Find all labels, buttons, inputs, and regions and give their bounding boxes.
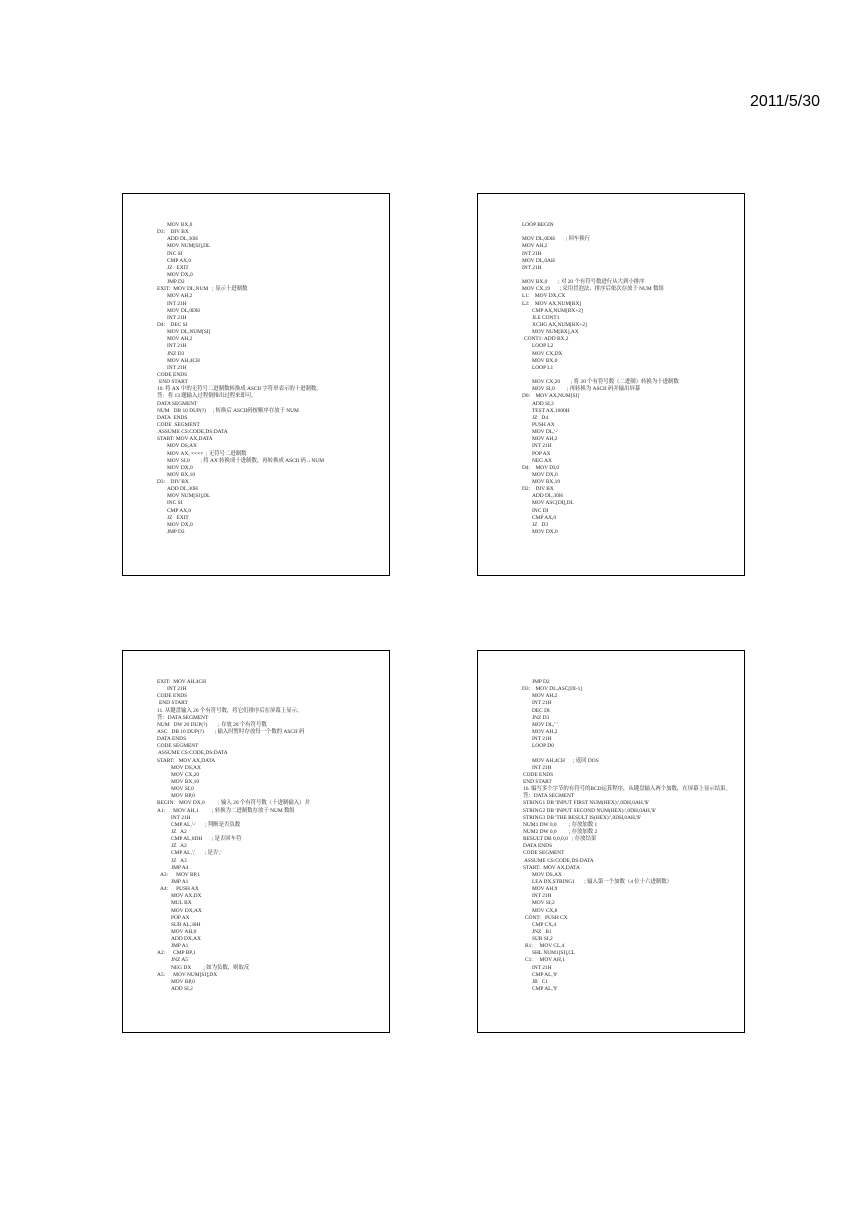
code-line: INT 21H — [532, 443, 552, 450]
code-listing — [123, 651, 389, 1032]
code-line: MOV DL,0DH — [167, 307, 200, 314]
code-line: CODE SEGMENT — [157, 421, 200, 428]
code-line: ADD SI,2 — [532, 400, 554, 407]
code-line: END START — [523, 778, 552, 785]
code-line: JMP D2 — [167, 529, 185, 536]
code-line: MOV BX,10 — [167, 471, 196, 478]
code-line: SUB AL,30H — [171, 921, 201, 928]
code-line: CMP AX,0 — [167, 507, 192, 514]
code-line: MOV AH,4CH ; 返回 DOS — [532, 757, 599, 764]
code-listing — [123, 194, 389, 575]
code-line: BEGIN: MOV DX,0 ; 输入 20 个有符号数（十进制输入）并 — [157, 800, 310, 807]
code-line: MOV CX,DX — [532, 350, 563, 357]
code-line: MOV ASC[DI],DL — [532, 500, 574, 507]
code-line: MOV DL,0DH ; 回车换行 — [522, 236, 591, 243]
code-listing — [478, 194, 744, 575]
code-line: DATA ENDS — [157, 736, 187, 743]
code-line: CMP CX,4 — [532, 921, 557, 928]
code-line: LOOP BEGIN — [522, 222, 554, 228]
code-line: MOV DX,0 — [167, 271, 193, 278]
slide-panel-4 — [477, 650, 745, 1033]
code-line: INT 21H — [167, 343, 187, 350]
code-line: INC DI — [532, 507, 549, 514]
code-line: INT 21H — [532, 700, 552, 707]
code-line: ADD DL,30H — [532, 493, 563, 500]
code-line: 答：DATA SEGMENT — [523, 793, 575, 800]
code-line: START: MOV AX,DATA — [157, 436, 213, 443]
code-line: START: MOV AX,DATA — [157, 757, 216, 764]
code-line: MOV AH,9 — [532, 886, 558, 893]
code-line: DATA ENDS — [523, 843, 553, 850]
code-line: D0: MOV AX,NUM[SI] — [522, 393, 580, 400]
code-line: D3: DIV BX — [157, 479, 189, 486]
code-line: MOV DS,AX — [532, 871, 562, 878]
code-line: ASSUME CS:CODE,DS:DATA — [524, 857, 594, 864]
code-line: CODE SEGMENT — [157, 743, 199, 750]
code-line: CONT: PUSH CX — [525, 914, 568, 921]
code-line — [478, 229, 734, 236]
code-line: EXIT: MOV AH,4CH — [157, 679, 207, 685]
code-line: CODE SEGMENT — [523, 850, 565, 857]
code-line: NUM DB 10 DUP(?) ; 转换后 ASCII码按顺序存放于 NUM — [157, 407, 299, 414]
code-line: A1: MOV AH,1 ; 转换为二进制数存放于 NUM 数组 — [157, 807, 295, 814]
code-line: LOOP D0 — [532, 743, 554, 750]
code-line: 10. 将 AX 中的无符号二进制数转换成 ASCII 字符串表示的十进制数。 — [157, 386, 322, 393]
code-line: CMP AL,'9' — [532, 986, 558, 993]
code-line: SHL NUM1[SI],CL — [532, 950, 576, 957]
code-line: MOV DL,NUM[SI] — [167, 329, 211, 336]
code-line: MOV AX, ×××× ; 无符号二进制数 — [167, 450, 247, 457]
code-line: PUSH AX — [532, 421, 555, 428]
code-line: 答：DATA SEGMENT — [157, 714, 209, 721]
code-line: CODE ENDS — [157, 693, 188, 700]
code-line: SUB SI,2 — [532, 936, 553, 943]
code-line: MOV DS,AX — [167, 443, 197, 450]
code-line: MOV DL,0AH — [522, 257, 555, 264]
code-line: MOV BX,0 — [532, 357, 558, 364]
code-line: JMP D2 — [532, 679, 550, 685]
code-line: MUL BX — [171, 900, 192, 907]
code-line: ADD DL,30H — [167, 236, 198, 243]
code-line: MOV CX,8 — [532, 907, 558, 914]
code-line: D4: DEC SI — [157, 321, 188, 328]
code-line: EXIT: MOV DL,NUM ; 显示十进制数 — [157, 286, 248, 293]
code-line: MOV AH,4CH — [167, 357, 200, 364]
code-line: ADD DX,AX — [171, 936, 201, 943]
code-line: INT 21H — [167, 300, 187, 307]
code-line: INT 21H — [522, 264, 542, 271]
code-line: DEC DI — [532, 707, 550, 714]
code-line: START: MOV AX,DATA — [523, 864, 580, 871]
code-line: MOV BX,10 — [532, 479, 561, 486]
code-line: JNZ D3 — [167, 350, 185, 357]
code-line: STRING3 DB 'THE RESULT IS(HEX):',0DH,0AH,'$' — [523, 814, 641, 821]
code-line: JMP A1 — [171, 878, 189, 885]
code-line: MOV NUM[BX],AX — [532, 329, 579, 336]
code-line: MOV DX,AX — [171, 907, 202, 914]
code-line: POP AX — [532, 450, 551, 457]
slide-panel-2 — [477, 193, 745, 576]
code-line: TEST AX,1000H — [532, 407, 570, 414]
code-line: DATA ENDS — [157, 414, 188, 421]
code-line: 11. 从键盘输入 20 个有符号数，将它们排序后在屏幕上显示。 — [157, 707, 303, 714]
code-line: MOV BX,0 — [167, 222, 193, 228]
code-line: END START — [159, 700, 188, 707]
code-line: JMP A4 — [171, 864, 189, 871]
code-line: CMP AX,0 — [167, 257, 192, 264]
code-line: MOV BX,0 ; 对 20 个有符号数进行从大到小排序 — [522, 279, 645, 286]
code-line: MOV SI,0 ; 再转换为 ASCII 码并输出屏幕 — [532, 386, 641, 393]
code-line: CMP AL,'0' — [532, 971, 558, 978]
code-line: ASSUME CS:CODE,DS:DATA — [158, 429, 228, 436]
code-line: L1: MOV DX,CX — [522, 293, 566, 300]
code-line: JZ EXIT — [167, 514, 189, 521]
code-listing — [478, 651, 744, 1032]
code-line: INT 21H — [532, 964, 552, 971]
code-line: NEG AX — [532, 457, 552, 464]
code-line: LOOP L1 — [532, 364, 554, 371]
code-line: MOV SI,0 ; 将 AX 转换成十进制数，再转换成 ASCII 码→NUM — [167, 457, 324, 464]
code-line: D3: MOV DL,ASC[DI-1] — [522, 686, 583, 693]
code-line: CMP AL,0DH ; 是否回车符 — [171, 836, 242, 843]
code-line: MOV CX,20 ; 将 20 个有符号数（二进制）转换为十进制数 — [532, 379, 679, 386]
code-line: JZ A2 — [171, 843, 187, 850]
page-date: 2011/5/30 — [750, 93, 820, 110]
code-line: CMP AX,0 — [532, 514, 557, 521]
code-line: MOV DS,AX — [171, 764, 201, 771]
code-line: 16. 编写多个字节的有符号的BCD运算程序，从键盘输入两个加数，在屏幕上显示结果。 — [523, 786, 731, 793]
code-line: MOV AH,2 — [532, 436, 558, 443]
code-line: MOV NUM[SI],DL — [167, 493, 211, 500]
code-line: MOV BP,0 — [171, 978, 195, 985]
code-line: A5: MOV NUM[SI],DX — [157, 971, 218, 978]
code-line: L2: MOV AX,NUM[BX] — [522, 300, 582, 307]
code-line: A2: CMP BP,1 — [157, 950, 196, 957]
code-line: A3: MOV BP,1 — [160, 871, 201, 878]
code-line: CODE ENDS — [523, 771, 554, 778]
code-line: MOV AH,0 — [171, 928, 197, 935]
code-line: MOV SI,2 — [532, 900, 555, 907]
code-line: MOV CX,19 ; 采用冒泡法，排序后依次存放于 NUM 数组 — [522, 286, 664, 293]
code-line: D3: DIV BX — [157, 229, 189, 236]
code-line: NEG DX ; 如为负数，则取反 — [171, 964, 250, 971]
code-line: MOV AH,2 — [532, 728, 558, 735]
code-line: JZ EXIT — [167, 264, 189, 271]
code-line: ASSUME CS:CODE,DS:DATA — [158, 750, 228, 757]
code-line: NUM DW 20 DUP(?) ; 存放 20 个有符号数 — [157, 721, 267, 728]
code-line: INT 21H — [171, 814, 191, 821]
code-line: MOV AH,2 — [167, 293, 193, 300]
code-line: NUM2 DW 0,0 ; 存放加数 2 — [523, 828, 598, 835]
code-line: MOV SI,0 — [171, 786, 194, 793]
code-line: POP AX — [171, 914, 190, 921]
code-line: 答：将 13 题输入过程倒推出过程来即可。 — [157, 393, 257, 400]
code-line: JZ D4 — [532, 414, 549, 421]
code-line: CMP AL,'-' ; 判断是否负数 — [171, 821, 241, 828]
code-line: CONT1: ADD BX,2 — [524, 336, 569, 343]
code-line: NUM1 DW 0,0 ; 存放加数 1 — [523, 821, 598, 828]
code-line: LEA DX,STRING1 ; 输入第一个加数（4 位十六进制数） — [532, 878, 673, 885]
code-line: INC SI — [167, 250, 183, 257]
code-line: JMP D2 — [167, 279, 185, 286]
code-line: RESULT DB 0,0,0,0 ; 存放结果 — [523, 836, 597, 843]
code-line: XCHG AX,NUM[BX+2] — [532, 321, 587, 328]
code-line: MOV DX,0 — [532, 529, 558, 536]
code-line: ADD DL,30H — [167, 486, 198, 493]
code-line: INC SI — [167, 500, 183, 507]
slide-panel-1 — [122, 193, 390, 576]
code-line: B1: MOV CL,4 — [525, 943, 565, 950]
code-line: END START — [159, 379, 188, 386]
code-line: JMP A1 — [171, 943, 189, 950]
code-line: MOV AH,2 — [532, 693, 558, 700]
code-line: MOV BX,10 — [171, 778, 200, 785]
code-line: CODE ENDS — [157, 371, 188, 378]
code-line: ADD SI,2 — [171, 986, 193, 993]
code-line: JNZ D3 — [532, 714, 550, 721]
code-line: MOV CX,20 — [171, 771, 200, 778]
code-line: ASC DB 10 DUP(?) ; 输入时暂时存放每一个数的 ASCII 码 — [157, 728, 305, 735]
code-line: A4: PUSH AX — [160, 886, 199, 893]
code-line: CMP AX,NUM[BX+2] — [532, 307, 583, 314]
code-line: INT 21H — [167, 364, 187, 371]
code-line: MOV DX,0 — [167, 464, 193, 471]
code-line: JZ D3 — [532, 521, 549, 528]
code-line: JLE CONT1 — [532, 314, 560, 321]
code-line: MOV DL,' ' — [532, 721, 558, 728]
code-line: INT 21H — [532, 764, 552, 771]
code-line: JB C1 — [532, 978, 549, 985]
code-line: MOV AH,2 — [522, 243, 548, 250]
code-line — [478, 750, 734, 757]
code-line: MOV NUM[SI],DL — [167, 243, 211, 250]
code-line: D4: MOV DI,0 — [522, 464, 560, 471]
code-line: JZ A3 — [171, 857, 187, 864]
code-line: INT 21H — [532, 893, 552, 900]
code-line: JZ A2 — [171, 828, 187, 835]
code-line: INT 21H — [532, 736, 552, 743]
code-line: STRING2 DB 'INPUT SECOND NUM(HEX):',0DH,0AH,'$' — [523, 807, 656, 814]
code-line: INT 21H — [167, 314, 187, 321]
code-line: D2: DIV BX — [522, 486, 554, 493]
code-line: INT 21H — [522, 250, 542, 257]
code-line: MOV AX,DX — [171, 893, 202, 900]
code-line: LOOP L2 — [532, 343, 554, 350]
code-line: JNZ B1 — [532, 928, 552, 935]
code-line: MOV DL,'-' — [532, 429, 559, 436]
code-line: DATA SEGMENT — [157, 400, 198, 407]
code-line: INT 21H — [167, 686, 187, 693]
code-line: C1: MOV AH,1 — [525, 957, 565, 964]
code-line: JNZ A5 — [171, 957, 188, 964]
code-line: STRING1 DB 'INPUT FIRST NUM(HEX):',0DH,0AH,'$' — [523, 800, 649, 807]
code-line: MOV AH,2 — [167, 336, 193, 343]
code-line: CMP AL,',' ; 是否',' — [171, 850, 222, 857]
slide-panel-3 — [122, 650, 390, 1033]
code-line: MOV BP,0 — [171, 793, 195, 800]
code-line: MOV DX,0 — [167, 521, 193, 528]
code-line: MOV DX,0 — [532, 471, 558, 478]
